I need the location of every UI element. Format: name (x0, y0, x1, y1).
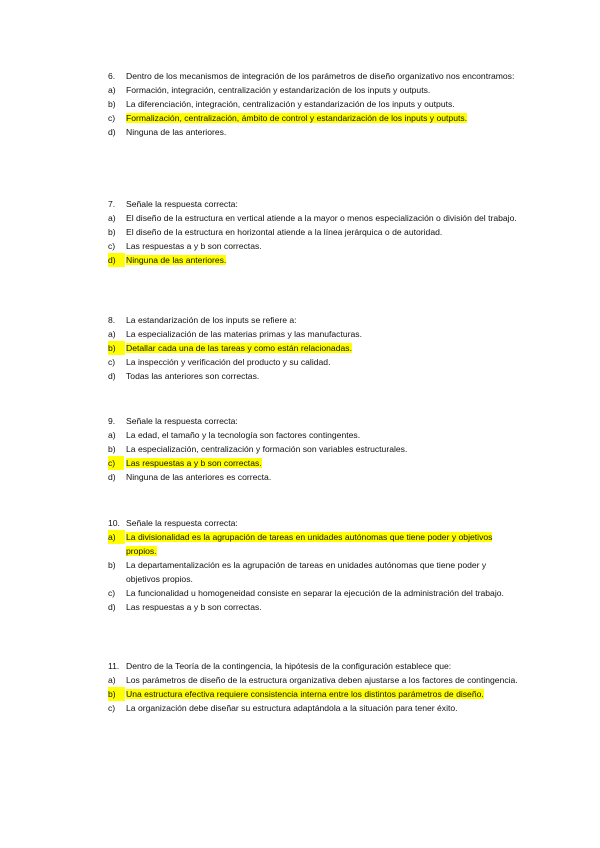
highlighted-answer: Ninguna de las anteriores. (126, 255, 227, 265)
option-a (108, 673, 518, 687)
option-letter: c) (108, 588, 116, 598)
option-text: La departamentalización es la agrupación de tareas en unidades autónomas que tiene poder y objetivos propios. (126, 560, 487, 584)
option-d (108, 125, 518, 139)
question-text: Señale la respuesta correcta: (126, 518, 238, 528)
option-c-correct (108, 456, 518, 470)
option-c (108, 239, 518, 253)
option-letter: a) (108, 85, 116, 95)
question-number: 11. (108, 661, 120, 671)
highlighted-answer: Las respuestas a y b son correctas. (126, 458, 262, 468)
option-text: La funcionalidad u homogeneidad consiste en separar la ejecución de la administración del trabajo. (126, 588, 504, 598)
option-text: El diseño de la estructura en horizontal atiende a la línea jerárquica o de autoridad. (126, 227, 443, 237)
option-letter: d) (108, 472, 116, 482)
option-text: La organización debe diseñar su estructura adaptándola a la situación para tener éxito. (126, 703, 458, 713)
question-number: 10. (108, 518, 120, 528)
option-letter: a) (108, 213, 116, 223)
option-letter: b) (108, 341, 125, 355)
option-letter: b) (108, 687, 125, 701)
option-letter: b) (108, 444, 116, 454)
option-b (108, 225, 518, 239)
question-7 (108, 197, 518, 267)
option-text: La inspección y verificación del producto y su calidad. (126, 357, 331, 367)
question-stem (108, 69, 518, 83)
option-letter: d) (108, 127, 116, 137)
question-stem (108, 516, 518, 530)
option-b (108, 442, 518, 456)
option-a (108, 211, 518, 225)
option-text: Los parámetros de diseño de la estructura organizativa deben ajustarse a los factores de contingencia. (126, 675, 518, 685)
option-d (108, 470, 518, 484)
option-letter: b) (108, 227, 116, 237)
option-letter: a) (108, 530, 125, 544)
question-11 (108, 659, 518, 715)
question-stem (108, 313, 518, 327)
option-letter: a) (108, 430, 116, 440)
option-text: El diseño de la estructura en vertical atiende a la mayor o menos especialización o división del trabajo. (126, 213, 517, 223)
question-text: Señale la respuesta correcta: (126, 199, 238, 209)
question-8 (108, 313, 518, 383)
question-9 (108, 414, 518, 484)
question-stem (108, 414, 518, 428)
option-letter: a) (108, 329, 116, 339)
question-10 (108, 516, 518, 614)
option-text: La especialización de las materias primas y las manufacturas. (126, 329, 362, 339)
option-a (108, 327, 518, 341)
option-letter: c) (108, 241, 116, 251)
option-b-correct (108, 341, 518, 355)
question-number: 9. (108, 416, 116, 426)
option-letter: d) (108, 602, 116, 612)
option-text: La diferenciación, integración, centralización y estandarización de los inputs y outputs. (126, 99, 455, 109)
option-letter: a) (108, 675, 116, 685)
question-6 (108, 69, 518, 139)
option-b (108, 97, 518, 111)
option-letter: c) (108, 456, 124, 470)
option-a (108, 83, 518, 97)
option-text: La especialización, centralización y formación son variables estructurales. (126, 444, 408, 454)
question-stem (108, 659, 518, 673)
highlighted-answer: Una estructura efectiva requiere consistencia interna entre los distintos parámetros de diseño. (126, 689, 484, 699)
option-letter: d) (108, 253, 125, 267)
option-text: La edad, el tamaño y la tecnología son factores contingentes. (126, 430, 361, 440)
option-b (108, 558, 518, 586)
question-number: 7. (108, 199, 116, 209)
option-letter: d) (108, 371, 116, 381)
question-text: Dentro de los mecanismos de integración de los parámetros de diseño organizativo nos encontramos: (126, 71, 515, 81)
option-text: Ninguna de las anteriores es correcta. (126, 472, 272, 482)
option-c-correct (108, 111, 518, 125)
option-a-correct (108, 530, 518, 558)
question-number: 6. (108, 71, 116, 81)
option-text: Las respuestas a y b son correctas. (126, 602, 262, 612)
option-text: Ninguna de las anteriores. (126, 127, 227, 137)
option-a (108, 428, 518, 442)
question-number: 8. (108, 315, 116, 325)
option-d-correct (108, 253, 518, 267)
option-c (108, 701, 518, 715)
option-text: Todas las anteriores son correctas. (126, 371, 260, 381)
highlighted-answer: La divisionalidad es la agrupación de tareas en unidades autónomas que tiene poder y objetivos propios. (126, 532, 493, 556)
option-d (108, 369, 518, 383)
option-text: Formación, integración, centralización y estandarización de los inputs y outputs. (126, 85, 431, 95)
option-letter: c) (108, 357, 116, 367)
question-text: La estandarización de los inputs se refiere a: (126, 315, 297, 325)
option-d (108, 600, 518, 614)
highlighted-answer: Formalización, centralización, ámbito de control y estandarización de los inputs y outputs. (126, 113, 468, 123)
option-c (108, 355, 518, 369)
highlighted-answer: Detallar cada una de las tareas y como están relacionadas. (126, 343, 352, 353)
option-b-correct (108, 687, 518, 701)
option-letter: c) (108, 703, 116, 713)
question-text: Señale la respuesta correcta: (126, 416, 238, 426)
question-stem (108, 197, 518, 211)
option-letter: c) (108, 113, 116, 123)
question-text: Dentro de la Teoría de la contingencia, la hipótesis de la configuración establece que: (126, 661, 452, 671)
option-letter: b) (108, 560, 116, 570)
option-letter: b) (108, 99, 116, 109)
option-text: Las respuestas a y b son correctas. (126, 241, 262, 251)
option-c (108, 586, 518, 600)
